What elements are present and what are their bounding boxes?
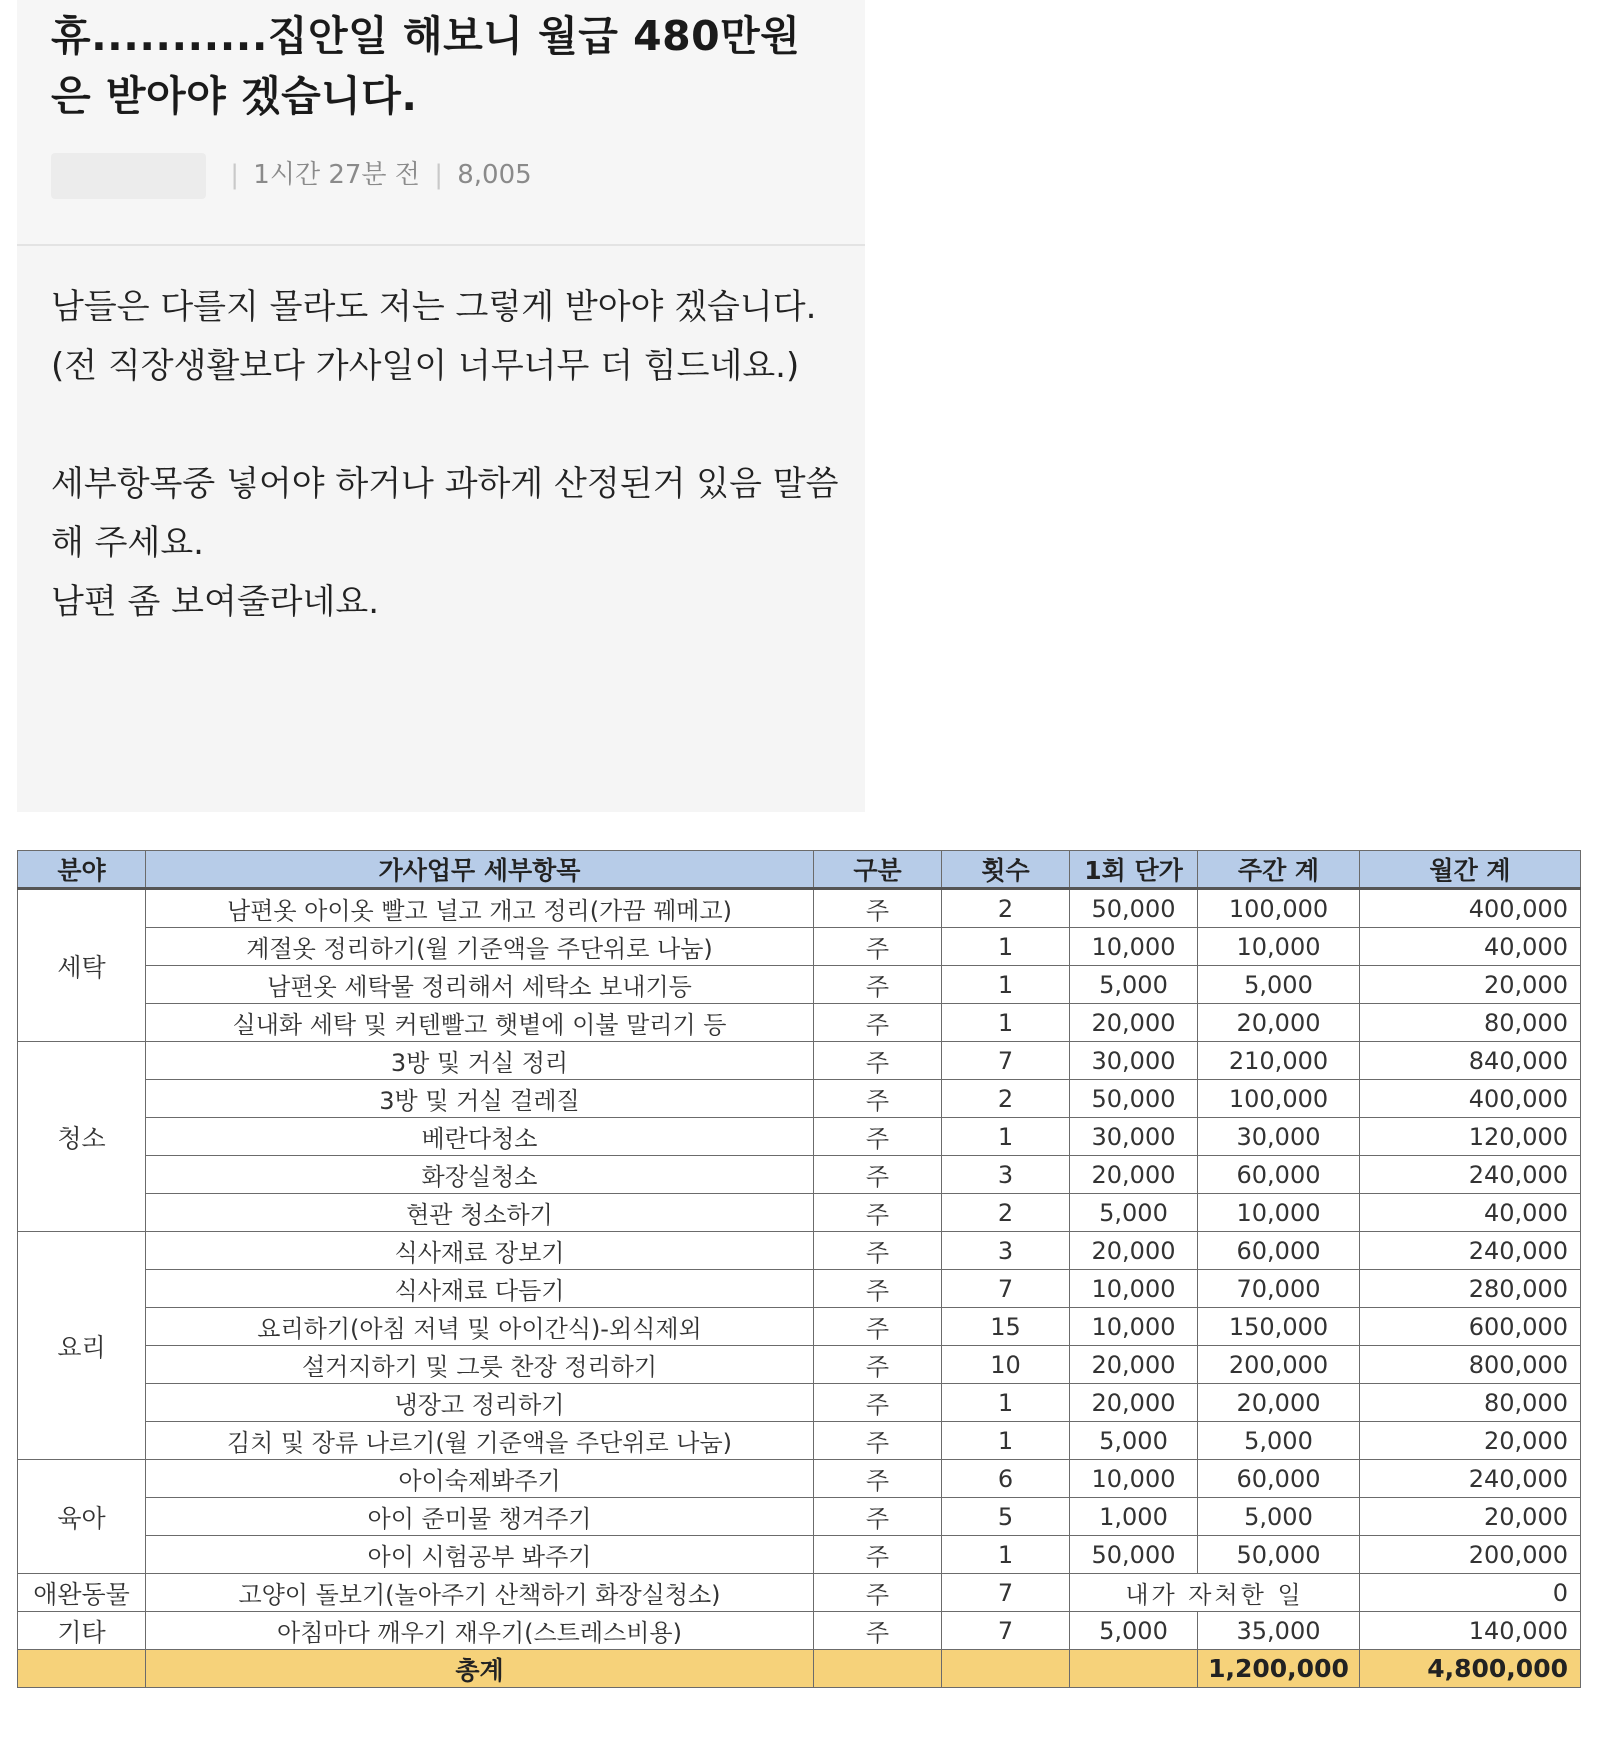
count-cell: 7	[942, 1612, 1070, 1650]
unit-cell: 주	[814, 1308, 942, 1346]
post-body	[51, 278, 851, 632]
unit-cell: 주	[814, 1460, 942, 1498]
monthly-cell: 600,000	[1360, 1308, 1581, 1346]
weekly-cell: 50,000	[1198, 1536, 1360, 1574]
item-cell: 남편옷 세탁물 정리해서 세탁소 보내기등	[146, 966, 814, 1004]
unit-cell: 주	[814, 1156, 942, 1194]
price-cell: 30,000	[1070, 1042, 1198, 1080]
note-cell: 내가 자처한 일	[1070, 1574, 1360, 1612]
category-cell: 육아	[18, 1460, 146, 1574]
category-cell: 청소	[18, 1042, 146, 1232]
post-time: 1시간 27분 전	[253, 160, 420, 190]
item-cell: 3방 및 거실 걸레질	[146, 1080, 814, 1118]
price-cell: 50,000	[1070, 889, 1198, 928]
table-row	[18, 1270, 1581, 1308]
count-cell: 7	[942, 1270, 1070, 1308]
monthly-cell: 40,000	[1360, 1194, 1581, 1232]
monthly-cell: 200,000	[1360, 1536, 1581, 1574]
monthly-cell: 20,000	[1360, 966, 1581, 1004]
unit-cell: 주	[814, 1194, 942, 1232]
table-row	[18, 1194, 1581, 1232]
count-cell: 1	[942, 1004, 1070, 1042]
meta-separator: |	[434, 160, 443, 190]
count-cell: 1	[942, 1422, 1070, 1460]
price-cell: 20,000	[1070, 1004, 1198, 1042]
table-row	[18, 889, 1581, 928]
item-cell: 실내화 세탁 및 커텐빨고 햇볕에 이불 말리기 등	[146, 1004, 814, 1042]
unit-cell: 주	[814, 889, 942, 928]
item-cell: 고양이 돌보기(놀아주기 산책하기 화장실청소)	[146, 1574, 814, 1612]
count-cell: 1	[942, 1536, 1070, 1574]
count-cell: 5	[942, 1498, 1070, 1536]
price-cell: 20,000	[1070, 1156, 1198, 1194]
count-cell: 2	[942, 1194, 1070, 1232]
count-cell: 10	[942, 1346, 1070, 1384]
unit-cell: 주	[814, 1574, 942, 1612]
price-cell: 5,000	[1070, 1194, 1198, 1232]
price-cell: 50,000	[1070, 1080, 1198, 1118]
price-cell: 10,000	[1070, 1270, 1198, 1308]
count-cell: 6	[942, 1460, 1070, 1498]
housework-salary-table	[17, 850, 1581, 1688]
unit-cell: 주	[814, 1080, 942, 1118]
post-card	[17, 0, 865, 812]
price-cell: 5,000	[1070, 1612, 1198, 1650]
total-empty-cell	[18, 1650, 146, 1688]
monthly-cell: 120,000	[1360, 1118, 1581, 1156]
price-cell: 30,000	[1070, 1118, 1198, 1156]
table-row	[18, 1004, 1581, 1042]
monthly-cell: 240,000	[1360, 1460, 1581, 1498]
count-cell: 7	[942, 1042, 1070, 1080]
table-row	[18, 1384, 1581, 1422]
table-row	[18, 966, 1581, 1004]
table-row	[18, 1574, 1581, 1612]
category-cell: 기타	[18, 1612, 146, 1650]
weekly-cell: 150,000	[1198, 1308, 1360, 1346]
unit-cell: 주	[814, 1346, 942, 1384]
price-cell: 20,000	[1070, 1232, 1198, 1270]
monthly-cell: 240,000	[1360, 1232, 1581, 1270]
table-row	[18, 1460, 1581, 1498]
monthly-cell: 840,000	[1360, 1042, 1581, 1080]
item-cell: 김치 및 장류 나르기(월 기준액을 주단위로 나눔)	[146, 1422, 814, 1460]
unit-cell: 주	[814, 1232, 942, 1270]
table-row	[18, 1346, 1581, 1384]
item-cell: 계절옷 정리하기(월 기준액을 주단위로 나눔)	[146, 928, 814, 966]
meta-separator: |	[230, 160, 240, 190]
table-row	[18, 1232, 1581, 1270]
weekly-cell: 100,000	[1198, 1080, 1360, 1118]
column-header: 주간 계	[1198, 851, 1360, 889]
weekly-cell: 20,000	[1198, 1004, 1360, 1042]
monthly-cell: 400,000	[1360, 1080, 1581, 1118]
price-cell: 10,000	[1070, 1308, 1198, 1346]
weekly-cell: 35,000	[1198, 1612, 1360, 1650]
weekly-cell: 60,000	[1198, 1232, 1360, 1270]
monthly-cell: 0	[1360, 1574, 1581, 1612]
column-header: 가사업무 세부항목	[146, 851, 814, 889]
author-name-blurred[interactable]	[51, 153, 206, 199]
column-header: 구분	[814, 851, 942, 889]
weekly-cell: 10,000	[1198, 928, 1360, 966]
unit-cell: 주	[814, 1270, 942, 1308]
weekly-cell: 20,000	[1198, 1384, 1360, 1422]
price-cell: 20,000	[1070, 1384, 1198, 1422]
column-header: 분야	[18, 851, 146, 889]
monthly-cell: 140,000	[1360, 1612, 1581, 1650]
table-row	[18, 1118, 1581, 1156]
item-cell: 베란다청소	[146, 1118, 814, 1156]
unit-cell: 주	[814, 1118, 942, 1156]
unit-cell: 주	[814, 1498, 942, 1536]
weekly-cell: 210,000	[1198, 1042, 1360, 1080]
count-cell: 1	[942, 928, 1070, 966]
item-cell: 냉장고 정리하기	[146, 1384, 814, 1422]
count-cell: 2	[942, 1080, 1070, 1118]
table-row	[18, 1080, 1581, 1118]
item-cell: 아이 시험공부 봐주기	[146, 1536, 814, 1574]
monthly-cell: 80,000	[1360, 1004, 1581, 1042]
monthly-cell: 80,000	[1360, 1384, 1581, 1422]
unit-cell: 주	[814, 928, 942, 966]
column-header: 월간 계	[1360, 851, 1581, 889]
unit-cell: 주	[814, 1536, 942, 1574]
monthly-cell: 240,000	[1360, 1156, 1581, 1194]
total-empty-cell	[814, 1650, 942, 1688]
count-cell: 3	[942, 1156, 1070, 1194]
monthly-cell: 800,000	[1360, 1346, 1581, 1384]
table-row	[18, 1422, 1581, 1460]
count-cell: 1	[942, 1384, 1070, 1422]
table-row	[18, 1498, 1581, 1536]
weekly-cell: 30,000	[1198, 1118, 1360, 1156]
item-cell: 설거지하기 및 그릇 찬장 정리하기	[146, 1346, 814, 1384]
post-paragraph: 세부항목중 넣어야 하거나 과하게 산정된거 있음 말씀해 주세요. 남편 좀 보여줄라네요.	[51, 464, 839, 622]
price-cell: 1,000	[1070, 1498, 1198, 1536]
weekly-cell: 5,000	[1198, 966, 1360, 1004]
price-cell: 10,000	[1070, 928, 1198, 966]
total-empty-cell	[942, 1650, 1070, 1688]
table-row	[18, 1612, 1581, 1650]
table-row	[18, 1042, 1581, 1080]
item-cell: 식사재료 장보기	[146, 1232, 814, 1270]
view-count: 8,005	[457, 160, 532, 190]
category-cell: 세탁	[18, 889, 146, 1042]
weekly-cell: 200,000	[1198, 1346, 1360, 1384]
item-cell: 현관 청소하기	[146, 1194, 814, 1232]
table-body	[18, 889, 1581, 1688]
category-cell: 애완동물	[18, 1574, 146, 1612]
count-cell: 3	[942, 1232, 1070, 1270]
total-row	[18, 1650, 1581, 1688]
total-monthly: 4,800,000	[1360, 1650, 1581, 1688]
item-cell: 화장실청소	[146, 1156, 814, 1194]
count-cell: 7	[942, 1574, 1070, 1612]
weekly-cell: 60,000	[1198, 1156, 1360, 1194]
table-row	[18, 928, 1581, 966]
price-cell: 10,000	[1070, 1460, 1198, 1498]
unit-cell: 주	[814, 1384, 942, 1422]
count-cell: 1	[942, 966, 1070, 1004]
unit-cell: 주	[814, 1042, 942, 1080]
table-row	[18, 1156, 1581, 1194]
item-cell: 식사재료 다듬기	[146, 1270, 814, 1308]
post-paragraph: 남들은 다를지 몰라도 저는 그렇게 받아야 겠습니다. (전 직장생활보다 가사일이 너무너무 더 힘드네요.)	[51, 287, 817, 386]
post-meta	[51, 152, 751, 198]
price-cell: 5,000	[1070, 1422, 1198, 1460]
weekly-cell: 5,000	[1198, 1422, 1360, 1460]
weekly-cell: 60,000	[1198, 1460, 1360, 1498]
table-header-row	[18, 851, 1581, 889]
monthly-cell: 400,000	[1360, 889, 1581, 928]
weekly-cell: 100,000	[1198, 889, 1360, 928]
housework-salary-table-wrap	[17, 850, 1580, 1688]
weekly-cell: 70,000	[1198, 1270, 1360, 1308]
column-header: 횟수	[942, 851, 1070, 889]
unit-cell: 주	[814, 1004, 942, 1042]
monthly-cell: 20,000	[1360, 1422, 1581, 1460]
count-cell: 2	[942, 889, 1070, 928]
item-cell: 아이숙제봐주기	[146, 1460, 814, 1498]
column-header: 1회 단가	[1070, 851, 1198, 889]
price-cell: 5,000	[1070, 966, 1198, 1004]
item-cell: 요리하기(아침 저녁 및 아이간식)-외식제외	[146, 1308, 814, 1346]
unit-cell: 주	[814, 1422, 942, 1460]
weekly-cell: 5,000	[1198, 1498, 1360, 1536]
post-title: 휴...........집안일 해보니 월급 480만원 은 받아야 겠습니다.	[51, 12, 801, 120]
post-header	[17, 0, 865, 246]
count-cell: 1	[942, 1118, 1070, 1156]
item-cell: 남편옷 아이옷 빨고 널고 개고 정리(가끔 꿰메고)	[146, 889, 814, 928]
weekly-cell: 10,000	[1198, 1194, 1360, 1232]
item-cell: 아침마다 깨우기 재우기(스트레스비용)	[146, 1612, 814, 1650]
total-weekly: 1,200,000	[1198, 1650, 1360, 1688]
monthly-cell: 280,000	[1360, 1270, 1581, 1308]
table-row	[18, 1536, 1581, 1574]
total-label: 총계	[146, 1650, 814, 1688]
monthly-cell: 40,000	[1360, 928, 1581, 966]
unit-cell: 주	[814, 1612, 942, 1650]
total-empty-cell	[1070, 1650, 1198, 1688]
count-cell: 15	[942, 1308, 1070, 1346]
item-cell: 3방 및 거실 정리	[146, 1042, 814, 1080]
item-cell: 아이 준미물 챙겨주기	[146, 1498, 814, 1536]
price-cell: 20,000	[1070, 1346, 1198, 1384]
category-cell: 요리	[18, 1232, 146, 1460]
unit-cell: 주	[814, 966, 942, 1004]
monthly-cell: 20,000	[1360, 1498, 1581, 1536]
table-row	[18, 1308, 1581, 1346]
price-cell: 50,000	[1070, 1536, 1198, 1574]
